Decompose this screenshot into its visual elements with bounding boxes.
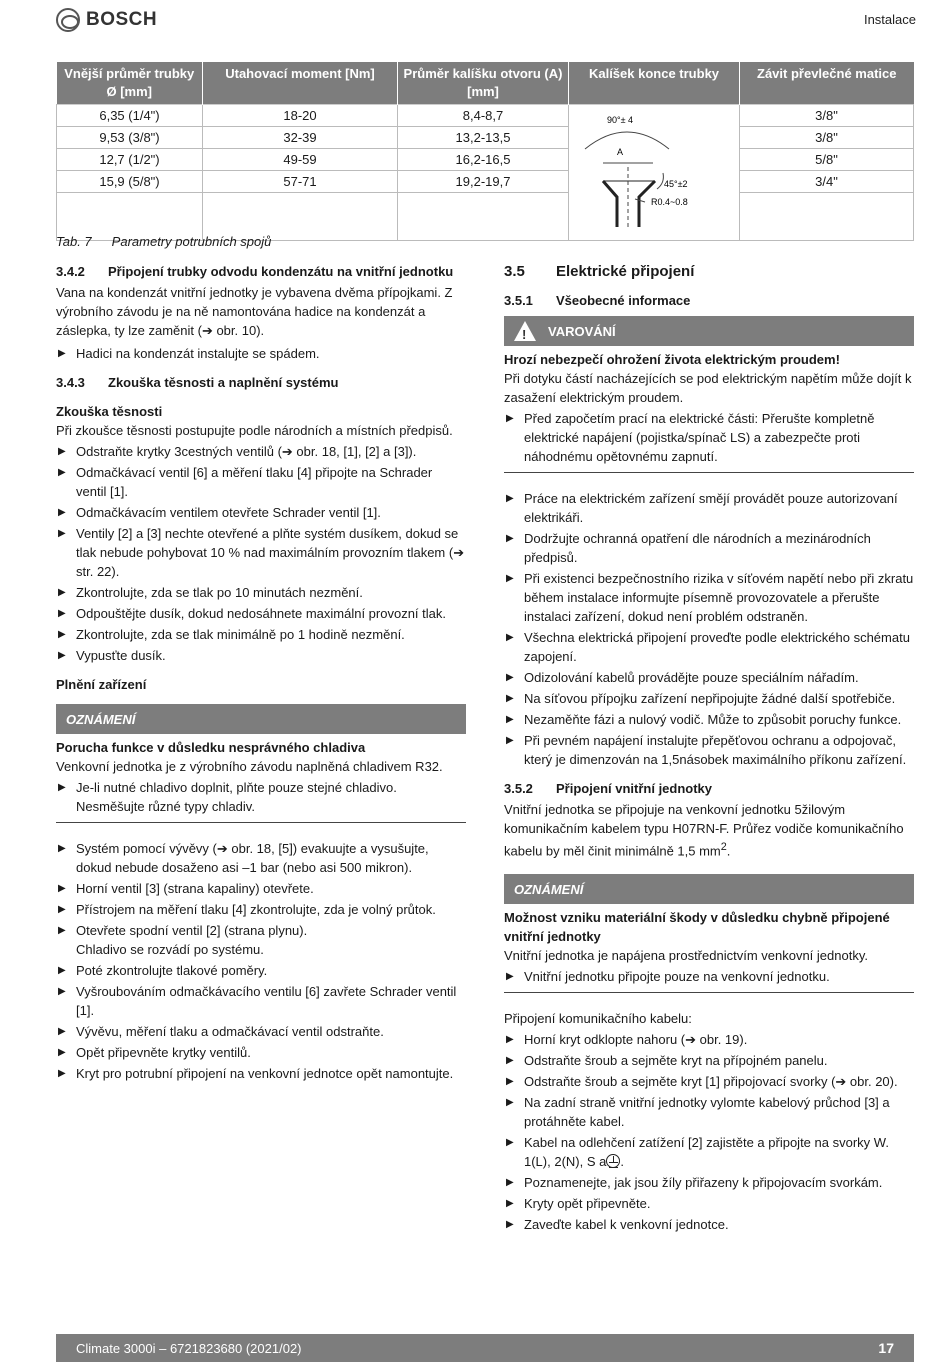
table-cell: 19,2-19,7 bbox=[398, 171, 569, 193]
table-cell: 6,35 (1/4") bbox=[57, 105, 203, 127]
pipe-joint-table bbox=[56, 62, 914, 241]
table-cell: 18-20 bbox=[203, 105, 398, 127]
left-column bbox=[56, 262, 466, 1085]
list-item: ▶ Opět připevněte krytky ventilů. bbox=[56, 1043, 466, 1062]
warning-label: VAROVÁNÍ bbox=[548, 323, 616, 339]
table-cell: 5/8" bbox=[740, 149, 914, 171]
col-header-flare: Průměr kalíšku otvoru (A) [mm] bbox=[398, 62, 569, 105]
flare-diagram bbox=[569, 105, 739, 227]
caption-text: Parametry potrubních spojů bbox=[111, 234, 272, 249]
list-item-text: Otevřete spodní ventil [2] (strana plynu). bbox=[76, 923, 308, 938]
section-title: Připojení vnitřní jednotky bbox=[556, 781, 713, 796]
warning-triangle-icon: ! bbox=[514, 321, 536, 341]
brand-name: BOSCH bbox=[86, 9, 158, 30]
list-item: ▶ Zaveďte kabel k venkovní jednotce. bbox=[504, 1215, 914, 1234]
table-cell: 13,2-13,5 bbox=[398, 127, 569, 149]
angle2-label: 45°±2 bbox=[664, 179, 688, 189]
list-item bbox=[56, 921, 466, 959]
table-row bbox=[57, 171, 914, 193]
bosch-armature-icon bbox=[56, 8, 80, 32]
list-item: ▶ Ventily [2] a [3] nechte otevřené a plňte systém dusíkem, dokud se tlak nebude pohybovat 10 % nad maximálním provozním tlakem (➔ str. 22). bbox=[56, 524, 466, 581]
section-title: Zkouška těsnosti a naplnění systému bbox=[108, 375, 339, 390]
notice-title: Porucha funkce v důsledku nesprávného chladiva bbox=[56, 740, 366, 755]
list-item: ▶ Při pevném napájení instalujte přepěťovou ochranu a odpojovač, který je dimenzován na 1,5násobek maximálního příkonu zařízení. bbox=[504, 731, 914, 769]
list-item-end: . bbox=[620, 1154, 624, 1170]
step-list bbox=[504, 967, 914, 986]
caption-label: Tab. 7 bbox=[56, 234, 92, 249]
superscript: 2 bbox=[720, 841, 727, 853]
a-label: A bbox=[617, 147, 624, 157]
section-title: Připojení trubky odvodu kondenzátu na vnitřní jednotku bbox=[108, 264, 454, 279]
notice-label: OZNÁMENÍ bbox=[66, 711, 136, 727]
spacer bbox=[56, 831, 466, 839]
list-item: ▶ Hadici na kondenzát instalujte se spádem. bbox=[56, 344, 466, 363]
col-header-thread: Závit převlečné matice bbox=[740, 62, 914, 105]
table-cell: 49-59 bbox=[203, 149, 398, 171]
table-row bbox=[57, 105, 914, 127]
notice-bar bbox=[504, 874, 914, 904]
paragraph: Při dotyku částí nacházejících se pod elektrickým napětím může dojít k zasažení elektrickým proudem. bbox=[504, 371, 912, 405]
bosch-logo bbox=[56, 8, 157, 32]
table-row bbox=[57, 149, 914, 171]
paragraph-end: . bbox=[726, 843, 731, 859]
table-cell: 57-71 bbox=[203, 171, 398, 193]
angle1-arc bbox=[585, 132, 669, 149]
list-item: ▶ Horní ventil [3] (strana kapaliny) otevřete. bbox=[56, 879, 466, 898]
list-item: ▶ Poté zkontrolujte tlakové poměry. bbox=[56, 961, 466, 980]
step-list bbox=[56, 344, 466, 363]
notice-label: OZNÁMENÍ bbox=[514, 881, 584, 897]
col-header-diameter: Vnější průměr trubky Ø [mm] bbox=[57, 62, 203, 105]
table-cell: 15,9 (5/8") bbox=[57, 171, 203, 193]
list-item bbox=[504, 1133, 914, 1171]
section-title: Elektrické připojení bbox=[556, 263, 695, 280]
step-list bbox=[504, 489, 914, 769]
right-column bbox=[504, 262, 914, 1236]
list-item: ▶ Systém pomocí vývěvy (➔ obr. 18, [5]) evakuujte a vysušujte, dokud nebude dosaženo asi –1 bar (nebo asi 500 mikron). bbox=[56, 839, 466, 877]
table-cell: 12,7 (1/2") bbox=[57, 149, 203, 171]
list-item: ▶ Zkontrolujte, zda se tlak minimálně po 1 hodině nezmění. bbox=[56, 625, 466, 644]
section-heading-351 bbox=[504, 291, 914, 310]
section-heading-352 bbox=[504, 779, 914, 798]
table-cell: 3/4" bbox=[740, 171, 914, 193]
table-cell: 32-39 bbox=[203, 127, 398, 149]
paragraph-text: Vnitřní jednotka se připojuje na venkovní jednotku 5žilovým komunikačním kabelem typu H07RN-F. Průřez vodiče komunikačního kabelu by měl činit minimálně 1,5 mm bbox=[504, 802, 904, 859]
section-name: Instalace bbox=[863, 12, 916, 27]
list-item: ▶ Poznamenejte, jak jsou žíly přiřazeny k připojovacím svorkám. bbox=[504, 1173, 914, 1192]
step-list bbox=[504, 409, 914, 466]
list-item: ▶ Dodržujte ochranná opatření dle národních a mezinárodních předpisů. bbox=[504, 529, 914, 567]
page-number: 17 bbox=[878, 1340, 894, 1356]
table-cell: 9,53 (3/8") bbox=[57, 127, 203, 149]
section-number: 3.4.2 bbox=[56, 264, 85, 279]
paragraph: Při zkoušce těsnosti postupujte podle národních a místních předpisů. bbox=[56, 423, 453, 438]
list-item: ▶ Vývěvu, měření tlaku a odmačkávací ventil odstraňte. bbox=[56, 1022, 466, 1041]
paragraph bbox=[504, 800, 914, 860]
step-list bbox=[56, 442, 466, 665]
step-list bbox=[56, 839, 466, 1083]
table-cell bbox=[398, 193, 569, 241]
list-item: ▶ Odizolování kabelů provádějte pouze speciálním nářadím. bbox=[504, 668, 914, 687]
list-item: ▶ Horní kryt odklopte nahoru (➔ obr. 19). bbox=[504, 1030, 914, 1049]
page-footer bbox=[56, 1334, 914, 1362]
radius-label: R0.4~0.8 bbox=[651, 197, 688, 207]
col-header-pipe-end: Kalíšek konce trubky bbox=[569, 62, 740, 105]
list-item: ▶ Nezaměňte fázi a nulový vodič. Může to způsobit poruchy funkce. bbox=[504, 710, 914, 729]
section-number: 3.5 bbox=[504, 263, 525, 280]
angle1-label: 90°± 4 bbox=[607, 115, 634, 125]
table-cell: 3/8" bbox=[740, 105, 914, 127]
doc-id: Climate 3000i – 6721823680 (2021/02) bbox=[76, 1340, 302, 1356]
section-number: 3.4.3 bbox=[56, 375, 85, 390]
page-header bbox=[56, 8, 916, 34]
section-heading-342 bbox=[56, 262, 466, 281]
section-heading-343 bbox=[56, 373, 466, 392]
list-item: ▶ Před započetím prací na elektrické části: Přerušte kompletně elektrické napájení (pojistka/spínač LS) a zabezpečte proti náhodnému opětovnému zapnutí. bbox=[504, 409, 914, 466]
table-cell: 16,2-16,5 bbox=[398, 149, 569, 171]
warning-title: Hrozí nebezpečí ohrožení života elektrickým proudem! bbox=[504, 352, 840, 367]
subheading-leak-test: Zkouška těsnosti bbox=[56, 404, 163, 419]
paragraph: Vana na kondenzát vnitřní jednotky je vybavena dvěma přípojkami. Z výrobního závodu je na ně namontována hadice na kondenzát a záslepka, ty lze zaměnit (➔ obr. 10). bbox=[56, 285, 453, 338]
list-item: ▶ Práce na elektrickém zařízení smějí provádět pouze autorizovaní elektrikáři. bbox=[504, 489, 914, 527]
list-item: ▶ Odpouštějte dusík, dokud nedosáhnete maximální provozní tlak. bbox=[56, 604, 466, 623]
list-item: ▶ Kryty opět připevněte. bbox=[504, 1194, 914, 1213]
warning-bar bbox=[504, 316, 914, 346]
section-number: 3.5.2 bbox=[504, 781, 533, 796]
list-item: ▶ Vyšroubováním odmačkávacího ventilu [6] zavřete Schrader ventil [1]. bbox=[56, 982, 466, 1020]
list-item: ▶ Zkontrolujte, zda se tlak po 10 minutách nezmění. bbox=[56, 583, 466, 602]
list-item: ▶ Odmačkávacím ventilem otevřete Schrader ventil [1]. bbox=[56, 503, 466, 522]
flare-diagram-cell bbox=[569, 105, 740, 241]
flare-profile bbox=[603, 181, 655, 227]
step-list bbox=[56, 778, 466, 816]
notice-title: Možnost vzniku materiální škody v důsledku chybně připojené vnitřní jednotky bbox=[504, 910, 890, 945]
ground-symbol-icon bbox=[606, 1154, 620, 1168]
table-cell: 3/8" bbox=[740, 127, 914, 149]
list-item: ▶ Odstraňte krytky 3cestných ventilů (➔ obr. 18, [1], [2] a [3]). bbox=[56, 442, 466, 461]
list-item: ▶ Odmačkávací ventil [6] a měření tlaku [4] připojte na Schrader ventil [1]. bbox=[56, 463, 466, 501]
angle2-arc bbox=[657, 173, 663, 189]
paragraph: Vnitřní jednotka je napájena prostřednictvím venkovní jednotky. bbox=[504, 948, 868, 964]
paragraph: Připojení komunikačního kabelu: bbox=[504, 1011, 692, 1027]
table-cell bbox=[740, 193, 914, 241]
list-item: ▶ Na zadní straně vnitřní jednotky vylomte kabelový průchod [3] a protáhněte kabel. bbox=[504, 1093, 914, 1131]
section-heading-35 bbox=[504, 262, 914, 281]
spacer bbox=[504, 1001, 914, 1009]
list-item: ▶ Vypusťte dusík. bbox=[56, 646, 466, 665]
list-item-note: Chladivo se rozvádí po systému. bbox=[76, 942, 264, 957]
section-title: Všeobecné informace bbox=[556, 293, 691, 308]
notice-bar bbox=[56, 704, 466, 734]
notice-box bbox=[504, 946, 914, 993]
table-caption bbox=[56, 234, 291, 249]
table-cell: 8,4-8,7 bbox=[398, 105, 569, 127]
step-list bbox=[504, 1030, 914, 1234]
list-item-text: Kabel na odlehčení zatížení [2] zajistěte a připojte na svorky W. 1(L), 2(N), S a bbox=[524, 1135, 889, 1170]
list-item: ▶ Všechna elektrická připojení proveďte podle elektrického schématu zapojení. bbox=[504, 628, 914, 666]
subheading-filling: Plnění zařízení bbox=[56, 677, 147, 692]
list-item: ▶ Vnitřní jednotku připojte pouze na venkovní jednotku. bbox=[504, 967, 914, 986]
paragraph: Venkovní jednotka je z výrobního závodu naplněná chladivem R32. bbox=[56, 759, 443, 774]
list-item: ▶ Odstraňte šroub a sejměte kryt na přípojném panelu. bbox=[504, 1051, 914, 1070]
col-header-torque: Utahovací moment [Nm] bbox=[203, 62, 398, 105]
table-row bbox=[57, 127, 914, 149]
list-item: ▶ Je-li nutné chladivo doplnit, plňte pouze stejné chladivo. Nesměšujte různé typy chladiv. bbox=[56, 778, 466, 816]
section-number: 3.5.1 bbox=[504, 293, 533, 308]
spacer bbox=[504, 481, 914, 489]
list-item: ▶ Při existenci bezpečnostního rizika v síťovém napětí nebo při zkratu během instalace informujte písemně provozovatele a přerušte instalaci zařízení, dokud není problém odstraněn. bbox=[504, 569, 914, 626]
list-item: ▶ Na síťovou přípojku zařízení nepřipojujte žádné další spotřebiče. bbox=[504, 689, 914, 708]
notice-box bbox=[56, 757, 466, 823]
list-item: ▶ Kryt pro potrubní připojení na venkovní jednotce opět namontujte. bbox=[56, 1064, 466, 1083]
list-item: ▶ Odstraňte šroub a sejměte kryt [1] připojovací svorky (➔ obr. 20). bbox=[504, 1072, 914, 1091]
warning-box bbox=[504, 369, 914, 473]
list-item: ▶ Přístrojem na měření tlaku [4] zkontrolujte, zda je volný průtok. bbox=[56, 900, 466, 919]
